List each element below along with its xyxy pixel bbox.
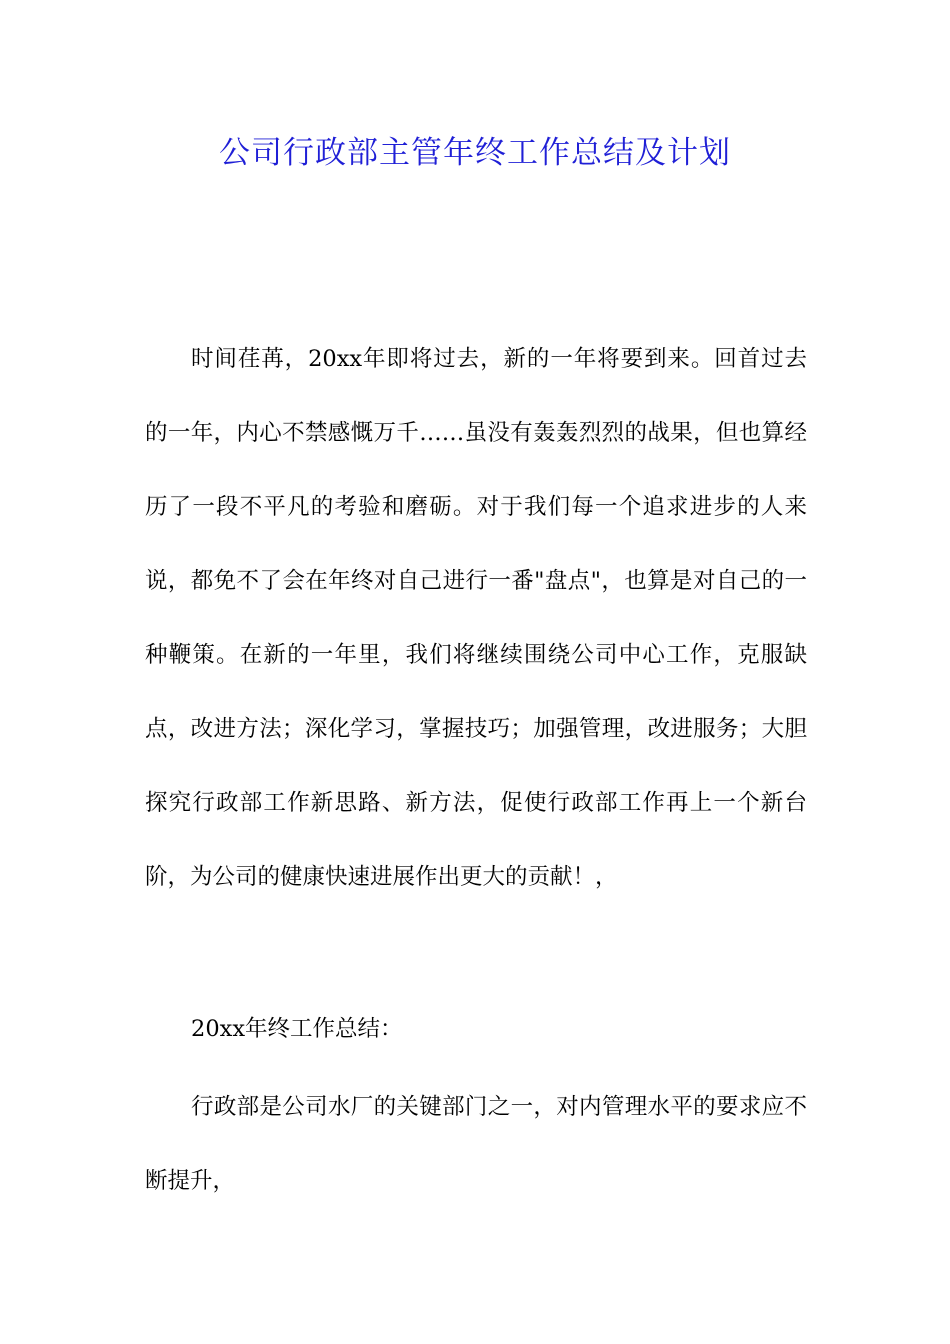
document-title: 公司行政部主管年终工作总结及计划 [219, 135, 731, 171]
paragraph-admin-dept: 行政部是公司水厂的关键部门之一，对内管理水平的要求应不断提升， [145, 1094, 807, 1194]
paragraph-section-heading: 20xx年终工作总结： [191, 1016, 403, 1042]
paragraph-intro: 时间荏苒，20xx年即将过去，新的一年将要到来。回首过去的一年，内心不禁感慨万千……虽没有轰轰烈烈的战果，但也算经历了一段不平凡的考验和磨砺。对于我们每一个追求进步的人来说，都免不了会在年终对自己进行一番"盘点"，也算是对自己的一种鞭策。在新的一年里，我们将继续围绕公司中心工作，克服缺点，改进方法；深化学习，掌握技巧；加强管理，改进服务；大胆探究行政部工作新思路、新方法，促使行政部工作再上一个新台阶，为公司的健康快速进展作出更大的贡献！， [145, 346, 807, 890]
